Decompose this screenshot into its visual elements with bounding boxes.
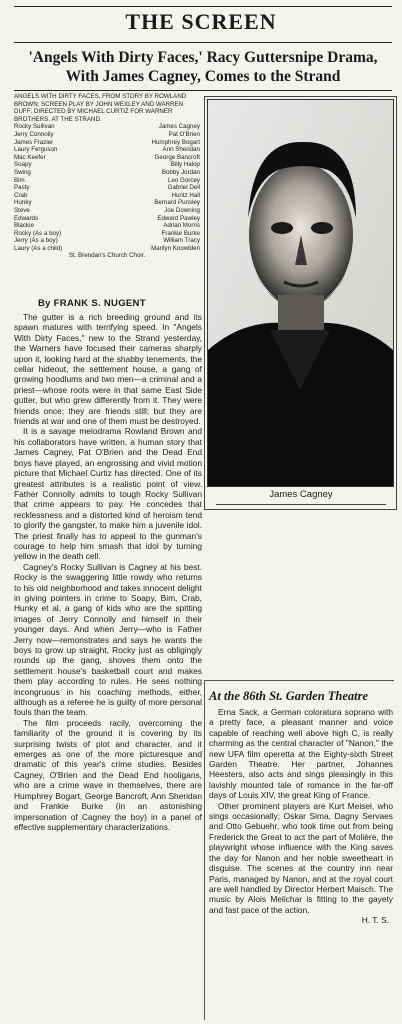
cast-row [14, 245, 200, 253]
cast-actor: Huntz Hall [171, 191, 200, 199]
cast-row [14, 169, 200, 177]
cast-actor: William Tracy [163, 237, 200, 245]
cast-note: St. Brendan's Church Choir. [68, 252, 146, 260]
cast-actor: Humphrey Bogart [151, 138, 200, 146]
cast-row [14, 177, 200, 185]
cast-row [14, 237, 200, 245]
cast-role: Jerry (As a boy) [14, 237, 58, 245]
masthead: THE SCREEN [125, 9, 277, 34]
cast-row [14, 154, 200, 162]
garden-review-column [209, 707, 393, 926]
byline: By FRANK S. NUGENT [38, 298, 146, 309]
photo-caption: James Cagney [216, 486, 386, 505]
review-paragraph: The film proceeds racily, overcoming the familiarity of the ground it is covering by its surprising twists of plot and character, and it emerges as one of the more picturesque and dramatic of this year's crime studies. Besides Cagney, O'Brien and the Dead End hooligans, who are a crime wave in themselves, there are Humphrey Bogart, George Bancroft, Ann Sheridan and Frankie Burke (in an astonishing impersonation of Cagney the boy) in a panel of effective supplementary characterizations. [14, 717, 202, 832]
cast-role: Jerry Connolly [14, 130, 54, 138]
cast-actor: Ann Sheridan [162, 146, 200, 154]
cast-role: James Frazier [14, 138, 54, 146]
cast-role: Swing [14, 168, 31, 176]
cast-actor: James Cagney [158, 123, 200, 131]
cast-role: Crab [14, 191, 28, 199]
cast-role: Pasty [14, 184, 30, 192]
headline-rule [14, 90, 392, 91]
cast-role: Edwards [14, 214, 39, 222]
cast-row [14, 184, 200, 192]
review-paragraph: It is a savage melodrama Rowland Brown and his collaborators have written, a human story that James Cagney, Pat O'Brien and the Dead End boys have played, an engrossing and vivid motion picture that Michael Curtiz has directed. One of its greatest attributes is a realistic point of view. Father Connolly admits to tough Rocky Sullivan that crime appears to pay. He concedes that recklessness and a distorted kind of heroism tend to glorify the gangster, to make him a juvenile idol. The priest finally has to appeal to the gunman's courage to help him smash that idol by turning yellow in the death cell. [14, 426, 202, 562]
cast-actor: Bernard Punsley [154, 199, 200, 207]
reviewer-signature: H. T. S. [361, 915, 389, 926]
column-rule [204, 680, 205, 1020]
cast-actor: Leo Gorcey [168, 176, 200, 184]
cast-actor: Gabriel Dell [167, 184, 200, 192]
film-credits [14, 93, 200, 260]
cast-row [14, 222, 200, 230]
cast-actor: Edward Pawley [157, 214, 200, 222]
garden-paragraph: Other prominent players are Kurt Meisel, who sings occasionally; Oskar Sima, Dagny Servaes and Otto Gebuehr, who took time out from being Frederick the Great to act the part of Molière, the playwright whose influence with the King saves the day for Nanon and her noble sweetheart in disguise. The scenes at the country inn near Paris, managed by Nanon, and at the royal court are well handled by Director Herbert Maisch. The music by Alois Melichar is fitting to the gayety and fast pace of the action. [209, 800, 393, 915]
cast-row [14, 123, 200, 131]
cast-role: Soapy [14, 161, 32, 169]
cast-row [14, 215, 200, 223]
cast-row [14, 131, 200, 139]
cast-actor: George Bancroft [154, 153, 200, 161]
cast-role: Hunky [14, 199, 32, 207]
credits-intro: ANGELS WITH DIRTY FACES, FROM STORY BY ROWLAND BROWN; SCREEN PLAY BY JOHN WEXLEY AND WARREN DUFF; DIRECTED BY MICHAEL CURTIZ FOR WARNER BROTHERS. AT THE STRAND. [14, 93, 187, 123]
cast-actor: Adrian Morris [163, 222, 200, 230]
cast-role: Blackie [14, 222, 34, 230]
section-rule [204, 680, 394, 681]
cast-actor: Bobby Jordan [161, 168, 200, 176]
cast-actor: Joe Downing [164, 206, 200, 214]
cast-actor: Pat O'Brien [168, 130, 200, 138]
cast-actor: Billy Halop [170, 161, 200, 169]
top-rule [14, 6, 392, 7]
cast-role: Mac Keefer [14, 153, 46, 161]
cast-row [14, 192, 200, 200]
portrait-image [208, 100, 393, 486]
cast-actor: Marilyn Knowlden [151, 244, 200, 252]
cast-row [14, 161, 200, 169]
review-paragraph: The gutter is a rich breeding ground and its spawn matures with terrifying speed. In "Angels With Dirty Faces," new to the Strand yesterday, the Warners have focused their cameras sharply upon it, looking hard at the shabby tenements, the cellar hideout, the settlement house, a gang of growing hoodlums and two men—a criminal and a priest—whose roots were in that same East Side gutter, but who grew differently from it. They were friends once; they are friends still; but they are friends at war and one of them must be destroyed. [14, 312, 202, 427]
review-paragraph: Cagney's Rocky Sullivan is Cagney at his best. Rocky is the swaggering little rowdy who returns to his old neighborhood and takes innocent delight in giving pointers in crime to Soapy, Bim, Crab, Hunky et al, a gang of kids who are the spitting images of Jerry Connolly and himself in their younger days. And when Jerry—who is Father Jerry now—remonstrates and says he wants the boys to grow up straight, Rocky just as obligingly rounds up the gang, shoves them onto the settlement house's basketball court and makes them play according to rules. He sees nothing incongruous in his coaching methods, either, although as a referee he is guilty of more personal fouls than the team. [14, 561, 202, 718]
headline [12, 48, 394, 86]
cast-row [14, 146, 200, 154]
masthead-rule [14, 42, 392, 43]
review-column [14, 312, 202, 832]
cast-row [14, 199, 200, 207]
cast-role: Bim [14, 176, 25, 184]
cast-role: Laury Ferguson [14, 146, 58, 154]
cast-row [14, 139, 200, 147]
cast-role: Rocky (As a boy) [14, 229, 62, 237]
cast-role: Rocky Sullivan [14, 123, 55, 131]
cast-list [14, 123, 200, 252]
cast-actor: Frankie Burke [161, 229, 200, 237]
section-heading: At the 86th St. Garden Theatre [209, 689, 369, 703]
cast-role: Steve [14, 206, 30, 214]
headline-line-2: With James Cagney, Comes to the Strand [65, 68, 341, 85]
garden-paragraph: Erna Sack, a German coloratura soprano with a pretty face, a pleasant manner and voice capable of reaching well above high C, is really charming as the central character of "Nanon," the new UFA film operetta at the Eighty-sixth Street Garden Theatre. Her partner, Johannes Heesters, also acts and sings pleasingly in this lavishly mounted tale of romance in the far-off days of Louis XIV, the great King of France. [209, 707, 393, 801]
cast-row [14, 207, 200, 215]
cast-role: Laury (As a child) [14, 244, 63, 252]
cast-row [14, 230, 200, 238]
portrait-photo [207, 99, 394, 487]
headline-line-1: 'Angels With Dirty Faces,' Racy Guttersnipe Drama, [28, 49, 378, 66]
